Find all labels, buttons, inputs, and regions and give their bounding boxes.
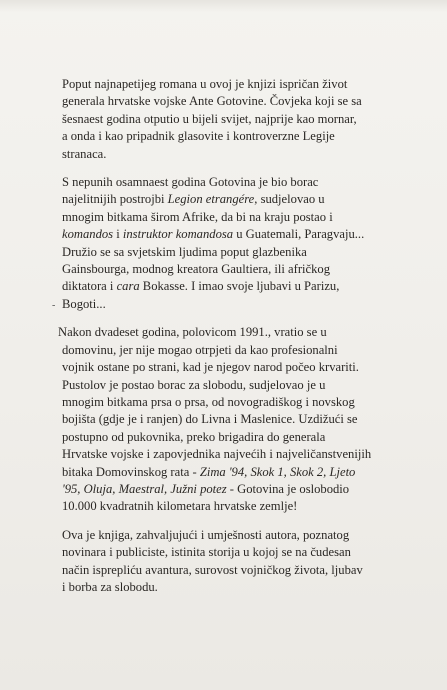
text-segment: - Gotovina je oslobodio: [226, 481, 350, 496]
text-line: [62, 191, 407, 208]
text-line: [62, 481, 407, 498]
text-line: šesnaest godina otputio u bijeli svijet, najprije kao mornar,: [62, 111, 357, 126]
text-line: mnogim bitkama širom Afrike, da bi na kraju postao i: [62, 209, 333, 224]
text-line: Gainsbourga, modnog kreatora Gaultiera, ili afričkog: [62, 262, 330, 277]
text-segment: , sudjelovao u: [254, 192, 325, 207]
text-segment: najelitnijih postrojbi: [62, 192, 168, 207]
text-line: vojnik ostane po strani, kad je njegov narod počeo krvariti.: [62, 360, 359, 375]
text-line: [62, 464, 407, 481]
text-line: Bogoti...: [62, 296, 106, 311]
text-segment: Bokasse. I imao svoje ljubavi u Parizu,: [139, 279, 340, 294]
text-line: S nepunih osamnaest godina Gotovina je bio borac: [62, 175, 319, 190]
italic-term: komandos: [62, 227, 114, 242]
text-segment: i: [113, 227, 123, 242]
text-line: način isprepliću avantura, surovost vojničkog života, ljubav: [62, 562, 363, 577]
text-line: Družio se sa svjetskim ljudima poput glazbenika: [62, 244, 307, 259]
text-line: 10.000 kvadratnih kilometara hrvatske zemlje!: [62, 499, 298, 514]
text-line: Pustolov je postao borac za slobodu, sudjelovao je u: [62, 377, 326, 392]
italic-term: '95, Oluja, Maestral, Južni potez: [62, 481, 227, 496]
text-line: Nakon dvadeset godina, polovicom 1991., vratio se u: [58, 325, 327, 340]
italic-term: Zima '94, Skok 1, Skok 2, Ljeto: [199, 464, 356, 479]
text-line: i borba za slobodu.: [62, 579, 158, 594]
text-line: bojišta (gdje je i ranjen) do Livna i Maslenice. Uzdižući se: [62, 412, 358, 427]
italic-term: Legion etrangére: [167, 192, 255, 207]
text-line: [62, 278, 407, 295]
text-line: mnogim bitkama prsa o prsa, od novogradiškog i novskog: [62, 394, 355, 409]
text-line: generala hrvatske vojske Ante Gotovine. Čovjeka koji se sa: [62, 94, 362, 109]
blurb-text: [58, 76, 407, 607]
paragraph-1: [62, 76, 407, 163]
text-line: a onda i kao pripadnik glasovite i kontroverzne Legije: [62, 129, 335, 144]
paragraph-3: [58, 324, 407, 515]
text-segment: bitaka Domovinskog rata -: [62, 464, 200, 479]
text-segment: diktatora i: [62, 279, 117, 294]
text-line: stranaca.: [62, 146, 107, 161]
text-line: novinara i publiciste, istinita storija u kojoj se na čudesan: [62, 545, 351, 560]
page-edge-shadow: [0, 0, 447, 12]
text-line: postupno od pukovnika, preko brigadira do generala: [62, 429, 326, 444]
text-line: Ova je knjiga, zahvaljujući i umješnosti autora, poznatog: [62, 527, 350, 542]
paragraph-2: [62, 174, 407, 313]
paragraph-4: [62, 527, 407, 597]
italic-term: cara: [116, 279, 140, 294]
text-line: Poput najnapetijeg romana u ovoj je knjizi ispričan život: [62, 77, 348, 91]
margin-mark: -: [52, 300, 56, 311]
italic-term: instruktor komandosa: [122, 227, 234, 242]
text-line: Hrvatske vojske i zapovjednika najvećih i najveličanstvenijih: [62, 447, 372, 462]
text-segment: u Guatemali, Paragvaju...: [233, 227, 365, 242]
text-line: [62, 226, 407, 243]
text-line: domovinu, jer nije mogao otrpjeti da kao profesionalni: [62, 342, 338, 357]
